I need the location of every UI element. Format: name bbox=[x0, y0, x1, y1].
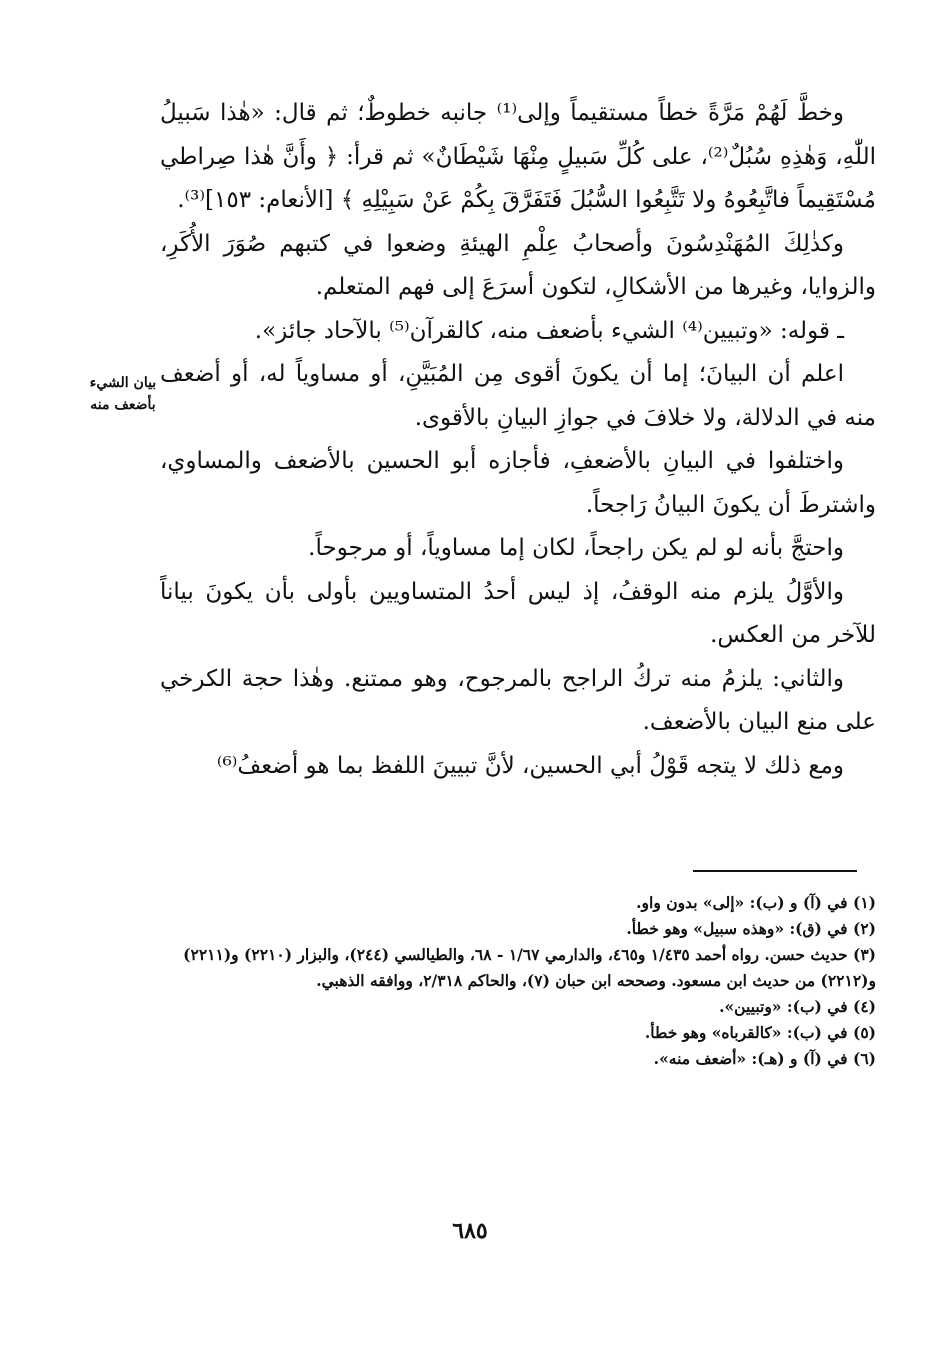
paragraph-argument: واحتجَّ بأنه لو لم يكن راجحاً، لكان إما مساوياً، أو مرجوحاً. bbox=[308, 535, 844, 561]
paragraph-abul-husain: ومع ذلك لا يتجه قَوْلُ أبي الحسين، لأنَّ تبيينَ اللفظ بما هو أضعفُ⁽⁶⁾ bbox=[216, 752, 844, 779]
page-number: ٦٨٥ bbox=[452, 1218, 488, 1244]
footnote-1: (١) في (آ) و (ب): «إلى» بدون واو. bbox=[636, 893, 876, 912]
paragraph-hadith: وخطَّ لَهُمْ مَرَّةً خطاً مستقيماً وإلى⁽¹⁾ جانبه خطوطٌ؛ ثم قال: «هٰذا سَبيلُ اللّٰهِ، وَهٰذِهِ سُبُلٌ⁽²⁾، على كُلِّ سَبيلٍ مِنْهَا شَيْطَانٌ» ثم قرأ: ﴿ وأَنَّ هٰذا صِراطي مُسْتَقِيماً فاتَّبِعُوهُ ولا تَتَّبِعُوا السُّبُلَ فَتَفَرَّقَ بِكُمْ عَنْ سَبِيْلِهِ ﴾ [الأنعام: ١٥٣]⁽³⁾. bbox=[160, 100, 877, 213]
main-text bbox=[160, 92, 876, 788]
footnote-divider bbox=[693, 870, 857, 872]
paragraph-first: والأوَّلُ يلزم منه الوقفُ، إذ ليس أحدُ المتساويين بأولى بأن يكونَ بياناً للآخر من العكس. bbox=[160, 578, 876, 648]
footnote-5: (٥) في (ب): «كالقرباه» وهو خطأ. bbox=[644, 1023, 876, 1042]
footnote-2: (٢) في (ق): «وهذه سبيل» وهو خطأ. bbox=[626, 919, 876, 938]
footnote-3: (٣) حديث حسن. رواه أحمد ١/٤٣٥ و٤٦٥، والدارمي ١/٦٧ - ٦٨، والطيالسي (٢٤٤)، والبزار (٢٢١٠) و(٢٢١١) و(٢٢١٢) من حديث ابن مسعود. وصححه ابن حبان (٧)، والحاكم ٢/٣١٨، ووافقه الذهبي. bbox=[183, 945, 876, 990]
footnote-4: (٤) في (ب): «وتبيين». bbox=[719, 997, 876, 1016]
footnotes bbox=[152, 890, 876, 1072]
paragraph-second: والثاني: يلزمُ منه تركُ الراجح بالمرجوح، وهو ممتنع. وهٰذا حجة الكرخي على منع البيان بالأضعف. bbox=[160, 665, 876, 735]
paragraph-quote-tabyin: ـ قوله: «وتبيين⁽⁴⁾ الشيء بأضعف منه، كالقرآن⁽⁵⁾ بالآحاد جائز». bbox=[254, 317, 844, 344]
footnote-6: (٦) في (آ) و (هـ): «أضعف منه». bbox=[653, 1049, 876, 1068]
paragraph-engineers: وكذٰلِكَ المُهَنْدِسُونَ وأصحابُ عِلْمِ الهيئةِ وضعوا في كتبهم صُوَرَ الأُكَرِ، والزوايا، وغيرها من الأشكالِ، لتكون أسرَعَ إلى فهم المتعلم. bbox=[160, 230, 876, 300]
paragraph-disagreement: واختلفوا في البيانِ بالأضعفِ، فأجازه أبو الحسين بالأضعف والمساوي، واشترطَ أن يكونَ البيانُ رَاجحاً. bbox=[160, 448, 876, 518]
paragraph-bayan-levels: اعلم أن البيانَ؛ إما أن يكونَ أقوى مِن المُبَيَّنِ، أو مساوياً له، أو أضعف منه في الدلالة، ولا خلافَ في جوازِ البيانِ بالأقوى. bbox=[160, 361, 876, 431]
margin-note: بيان الشيء بأضعف منه bbox=[89, 375, 157, 413]
